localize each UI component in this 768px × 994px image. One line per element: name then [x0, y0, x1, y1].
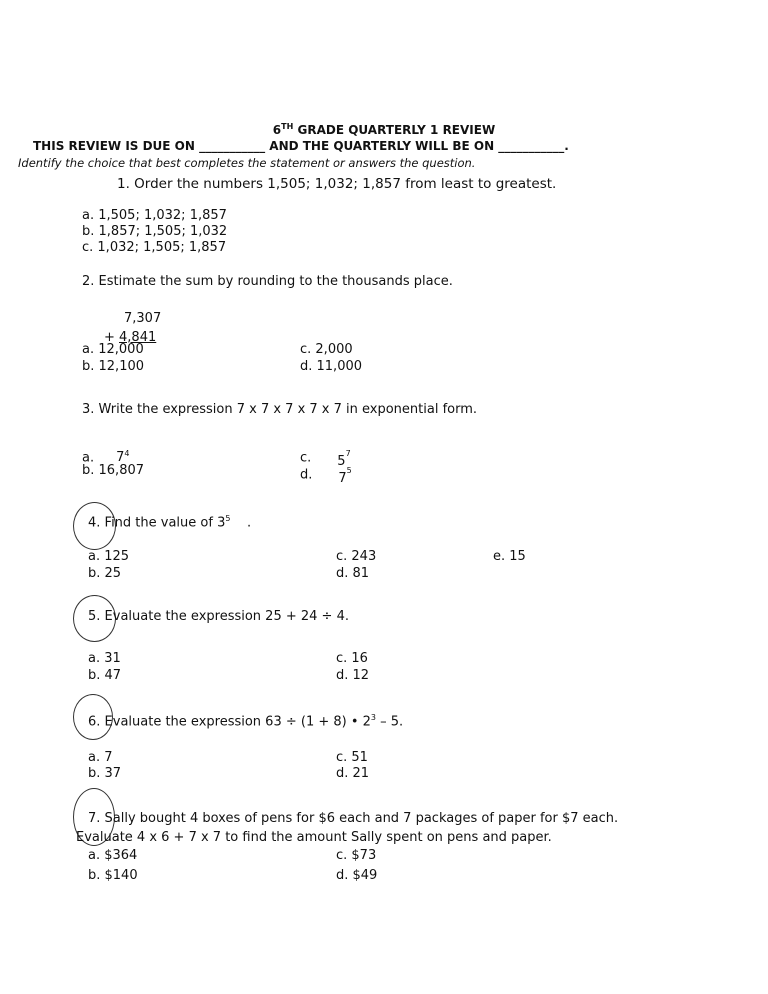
q4-option-e: e. 15	[493, 549, 526, 564]
q6-option-a: a. 7	[88, 750, 113, 765]
q4-option-c: c. 243	[336, 549, 377, 564]
q4-option-d: d. 81	[336, 566, 370, 581]
question-text: 6. Evaluate the expression 63 ÷ (1 + 8) • 2	[88, 714, 371, 730]
title-text: GRADE QUARTERLY 1 REVIEW	[293, 123, 496, 137]
q6-option-b: b. 37	[88, 766, 122, 781]
q1-option-c: c. 1,032; 1,505; 1,857	[82, 240, 227, 255]
base: 7	[116, 450, 125, 466]
option-label: d.	[300, 467, 313, 483]
q5-option-c: c. 16	[336, 651, 368, 666]
title-suffix: TH	[281, 122, 294, 131]
q6-option-c: c. 51	[336, 750, 368, 765]
question-tail: – 5.	[376, 714, 404, 730]
q5-option-a: a. 31	[88, 651, 121, 666]
question-3: 3. Write the expression 7 x 7 x 7 x 7 x 7 in exponential form.	[82, 402, 478, 417]
q5-option-d: d. 12	[336, 668, 370, 683]
q1-option-b: b. 1,857; 1,505; 1,032	[82, 224, 228, 239]
instructions: Identify the choice that best completes the statement or answers the question.	[18, 156, 476, 170]
exponent: 5	[346, 466, 352, 475]
option-label: c.	[300, 450, 312, 466]
q3-option-b: b. 16,807	[82, 463, 145, 478]
base: 7	[338, 471, 347, 487]
page-title	[0, 119, 768, 138]
q2-option-b: b. 12,100	[82, 359, 145, 374]
q6-option-d: d. 21	[336, 766, 370, 781]
q2-option-a: a. 12,000	[82, 342, 144, 357]
addend-1: 7,307	[124, 311, 162, 326]
title-number: 6	[272, 123, 282, 137]
q4-option-b: b. 25	[88, 566, 122, 581]
exponent: 5	[225, 514, 231, 523]
question-6	[88, 710, 403, 730]
q2-option-d: d. 11,000	[300, 359, 363, 374]
exponent: 7	[345, 449, 351, 458]
option-label: a.	[82, 450, 95, 466]
q7-option-a: a. $364	[88, 848, 138, 863]
q7-option-c: c. $73	[336, 848, 377, 863]
question-tail: .	[230, 515, 252, 531]
q7-option-b: b. $140	[88, 868, 138, 883]
addend-2-value: 4,841	[119, 330, 157, 345]
question-5: 5. Evaluate the expression 25 + 24 ÷ 4.	[88, 609, 349, 624]
question-text: 4. Find the value of 3	[88, 515, 226, 531]
exponent: 4	[124, 449, 130, 458]
q4-option-a: a. 125	[88, 549, 130, 564]
question-7-line-1: 7. Sally bought 4 boxes of pens for $6 each and 7 packages of paper for $7 each.	[88, 811, 619, 826]
question-4	[88, 511, 251, 531]
q1-option-a: a. 1,505; 1,032; 1,857	[82, 208, 227, 223]
question-1: 1. Order the numbers 1,505; 1,032; 1,857 from least to greatest.	[117, 176, 557, 192]
q7-option-d: d. $49	[336, 868, 378, 883]
q5-option-b: b. 47	[88, 668, 122, 683]
question-7-line-2: Evaluate 4 x 6 + 7 x 7 to find the amount Sally spent on pens and paper.	[76, 830, 552, 845]
q3-option-d	[300, 463, 352, 487]
due-line: THIS REVIEW IS DUE ON ___________ AND THE QUARTERLY WILL BE ON ___________.	[33, 139, 569, 153]
exponent: 3	[370, 713, 377, 722]
question-2: 2. Estimate the sum by rounding to the thousands place.	[82, 274, 453, 289]
q2-option-c: c. 2,000	[300, 342, 353, 357]
base: 5	[337, 454, 346, 470]
plus-sign: +	[104, 330, 120, 345]
